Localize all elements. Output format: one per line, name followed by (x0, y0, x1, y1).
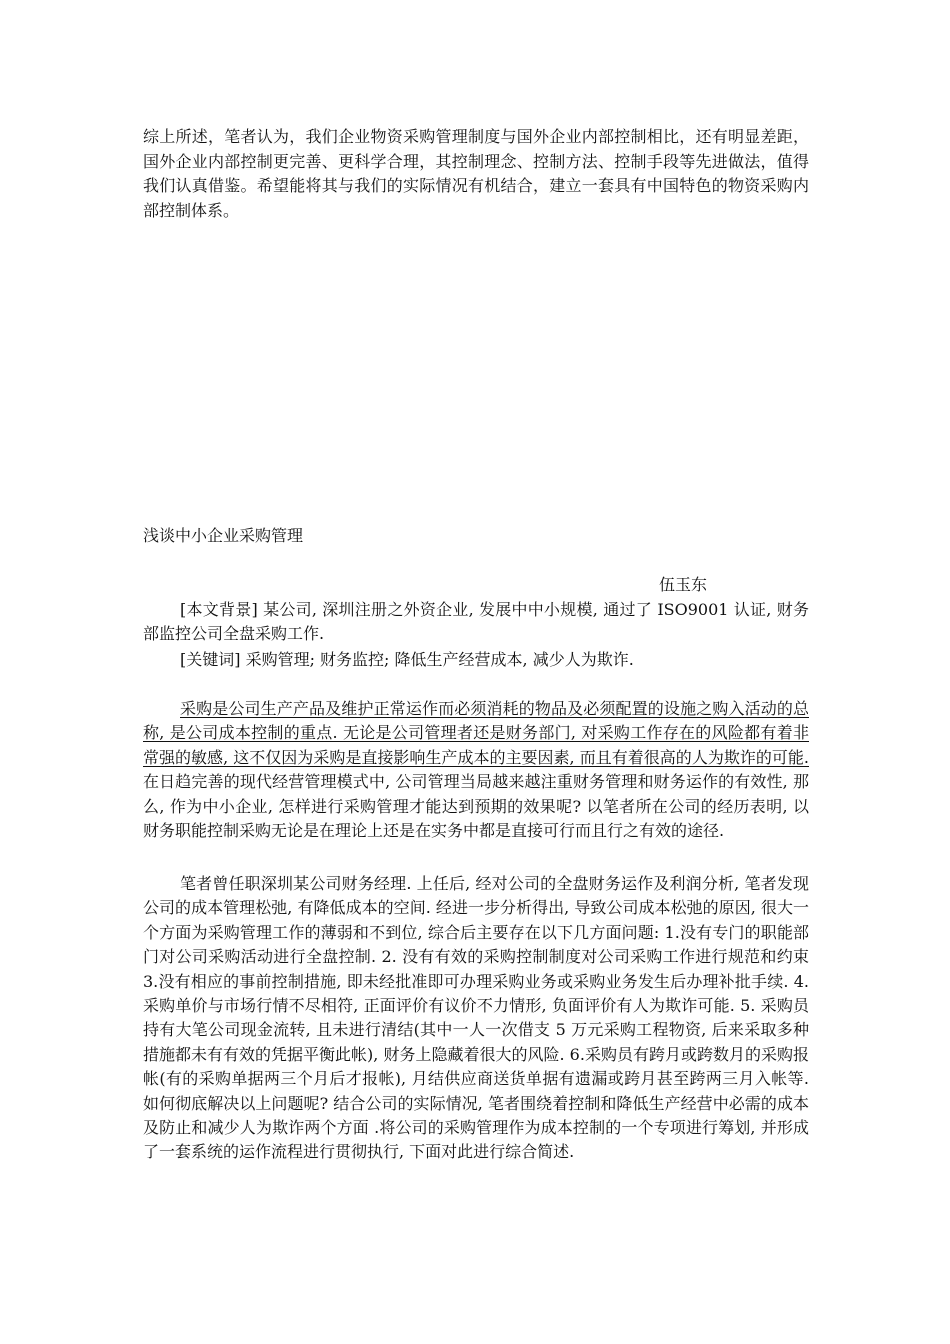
article-keywords: [关键词] 采购管理; 财务监控; 降低生产经营成本, 减少人为欺诈. (180, 650, 634, 669)
article-author: 伍玉东 (659, 575, 708, 594)
intro-paragraph: 综上所述，笔者认为，我们企业物资采购管理制度与国外企业内部控制相比，还有明显差距，国外企业内部控制更完善、更科学合理，其控制理念、控制方法、控制手段等先进做法，值得我们认真借鉴。希望能将其与我们的实际情况有机结合，建立一套具有中国特色的物资采购内部控制体系。 (143, 127, 809, 220)
body-paragraph-1 (143, 697, 809, 843)
body-paragraph-2: 笔者曾任职深圳某公司财务经理. 上任后, 经对公司的全盘财务运作及利润分析, 笔者发现公司的成本管理松弛, 有降低成本的空间. 经进一步分析得出, 导致公司成本松弛的原因, 很大一个方面为采购管理工作的薄弱和不到位, 综合后主要存在以下几方面问题: 1.没有专门的职能部门对公司采购活动进行全盘控制. 2. 没有有效的采购控制制度对公司采购工作进行规范和约束 3.没有相应的事前控制措施, 即未经批准即可办理采购业务或采购业务发生后办理补批手续. 4.采购单价与市场行情不尽相符, 正面评价有议价不力情形, 负面评价有人为欺诈可能. 5. 采购员持有大笔公司现金流转, 且未进行清结(其中一人一次借支 5 万元采购工程物资, 后来采取多种措施都未有有效的凭据平衡此帐), 财务上隐藏着很大的风险. 6.采购员有跨月或跨数月的采购报帐(有的采购单据两三个月后才报帐), 月结供应商送货单据有遗漏或跨月甚至跨两三月入帐等. 如何彻底解决以上问题呢? 结合公司的实际情况, 笔者围绕着控制和降低生产经营中必需的成本及防止和减少人为欺诈两个方面 .将公司的采购管理作为成本控制的一个专项进行筹划, 并形成了一套系统的运作流程进行贯彻执行, 下面对此进行综合简述. (143, 874, 809, 1162)
article-title: 浅谈中小企业采购管理 (143, 526, 304, 545)
article-background: [本文背景] 某公司, 深圳注册之外资企业, 发展中中小规模, 通过了 ISO9001 认证, 财务部监控公司全盘采购工作. (143, 600, 809, 643)
paragraph-1-rest: 在日趋完善的现代经营管理模式中, 公司管理当局越来越注重财务管理和财务运作的有效性, 那么, 作为中小企业, 怎样进行采购管理才能达到预期的效果呢? 以笔者所在公司的经历表明, 以财务职能控制采购无论是在理论上还是在实务中都是直接可行而且行之有效的途径. (143, 772, 809, 841)
underlined-text: 采购是公司生产产品及维护正常运作而必须消耗的物品及必须配置的设施之购入活动的总称, 是公司成本控制的重点. 无论是公司管理者还是财务部门, 对采购工作存在的风险都有着非常强的敏感, 这不仅因为采购是直接影响生产成本的主要因素, 而且有着很高的人为欺诈的可能. (143, 699, 809, 767)
